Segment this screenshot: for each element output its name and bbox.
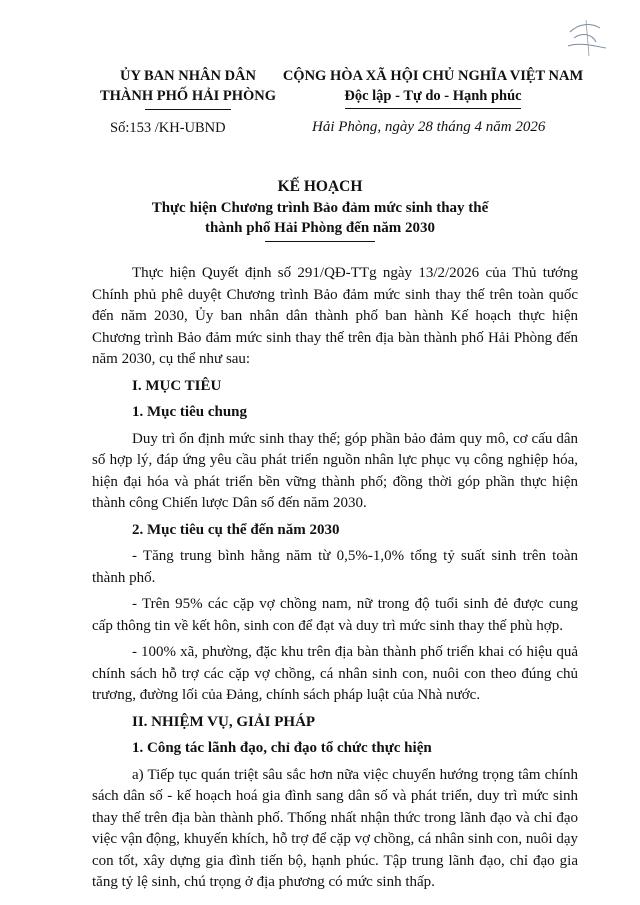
authority-line-1: ỦY BAN NHÂN DÂN (119, 68, 256, 84)
issuing-authority (88, 66, 288, 110)
paragraph: a) Tiếp tục quán triệt sâu sắc hơn nữa việc chuyển hướng trọng tâm chính sách dân số - kế hoạch hoá gia đình sang dân số và phát triển, duy trì mức sinh thay thế trên địa bàn thành phố. Thống nhất nhận thức trong lãnh đạo và chỉ đạo việc vận động, khuyến khích, hỗ trợ để cặp vợ chồng, cá nhân sinh con, nuôi dạy con tốt, xây dựng gia đình tiến bộ, hạnh phúc. Tập trung lãnh đạo, chỉ đạo gia tăng tỷ lệ sinh, chú trọng ở địa phương có mức sinh thấp. (92, 766, 578, 890)
subsection-heading: 1. Mục tiêu chung (132, 404, 248, 420)
bullet-paragraph: - Trên 95% các cặp vợ chồng nam, nữ trong độ tuổi sinh đẻ được cung cấp thông tin về kết hôn, sinh con để đạt và duy trì mức sinh thay thế phù hợp. (92, 596, 578, 634)
document-title: KẾ HOẠCH (277, 178, 363, 195)
authority-line-2: THÀNH PHỐ HẢI PHÒNG (99, 88, 277, 104)
bullet-paragraph: - Tăng trung bình hằng năm từ 0,5%-1,0% tổng tỷ suất sinh trên toàn thành phố. (92, 548, 578, 586)
title-underline (265, 241, 375, 242)
date-line: Hải Phòng, ngày 28 tháng 4 năm 2026 (312, 119, 546, 135)
bullet-paragraph: - 100% xã, phường, đặc khu trên địa bàn thành phố triển khai có hiệu quả chính sách hỗ trợ các cặp vợ chồng, cá nhân sinh con, nuôi con theo đúng chủ trương, đường lối của Đảng, chính sách pháp luật của Nhà nước. (92, 644, 578, 703)
intro-paragraph: Thực hiện Quyết định số 291/QĐ-TTg ngày 13/2/2026 của Thủ tướng Chính phủ phê duyệt Chương trình Bảo đảm mức sinh thay thế trên toàn quốc đến năm 2030, Ủy ban nhân dân thành phố ban hành Kế hoạch thực hiện Chương trình Bảo đảm mức sinh thay thế trên địa bàn thành phố Hải Phòng đến năm 2030, cụ thể như sau: (92, 265, 578, 367)
authority-underline (145, 109, 231, 110)
signature-mark (556, 12, 614, 64)
document-subtitle-2: thành phố Hải Phòng đến năm 2030 (204, 220, 436, 236)
motto-underline (345, 108, 521, 109)
section-heading: II. NHIỆM VỤ, GIẢI PHÁP (132, 713, 316, 730)
country-name: CỘNG HÒA XÃ HỘI CHỦ NGHĨA VIỆT NAM (282, 68, 584, 84)
section-heading: I. MỤC TIÊU (132, 377, 222, 394)
paragraph: Duy trì ổn định mức sinh thay thế; góp phần bảo đảm quy mô, cơ cấu dân số hợp lý, đáp ứng yêu cầu phát triển nguồn nhân lực phục vụ công nghiệp hóa, hiện đại hóa và phát triển bền vững thành phố; đồng thời góp phần thực hiện thành công Chiến lược Dân số đến năm 2030. (92, 430, 578, 511)
document-body (92, 263, 578, 899)
subsection-heading: 1. Công tác lãnh đạo, chỉ đạo tổ chức thực hiện (132, 740, 432, 756)
title-block (130, 176, 510, 242)
motto-line: Độc lập - Tự do - Hạnh phúc (344, 88, 522, 104)
document-subtitle-1: Thực hiện Chương trình Bảo đảm mức sinh thay thế (151, 200, 489, 216)
subsection-heading: 2. Mục tiêu cụ thể đến năm 2030 (132, 521, 340, 538)
national-motto (278, 66, 588, 109)
document-number: Số:153 /KH-UBND (110, 120, 226, 136)
